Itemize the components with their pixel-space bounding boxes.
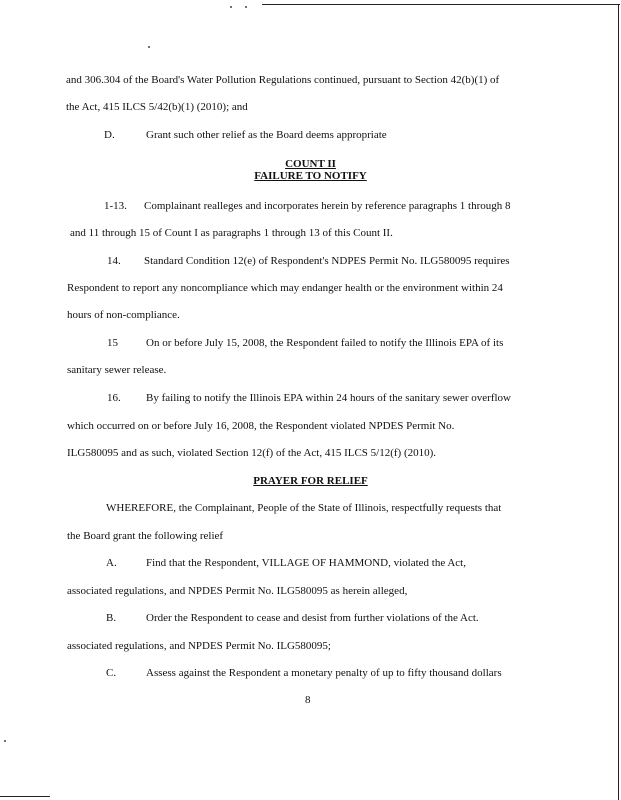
text-line: which occurred on or before July 16, 2008, the Respondent violated NPDES Permit No.	[67, 420, 455, 432]
scan-speck	[148, 46, 150, 48]
paragraph-number: 16.	[107, 392, 121, 404]
scan-speck	[4, 740, 6, 742]
count-heading: COUNT II	[285, 158, 336, 170]
text-line: On or before July 15, 2008, the Respondent failed to notify the Illinois EPA of its	[146, 337, 504, 349]
text-line: Find that the Respondent, VILLAGE OF HAMMOND, violated the Act,	[146, 557, 466, 569]
text-line: associated regulations, and NPDES Permit No. ILG580095 as herein alleged,	[67, 585, 408, 597]
text-line: the Board grant the following relief	[67, 530, 224, 542]
text-line: and 11 through 15 of Count I as paragraphs 1 through 13 of this Count II.	[70, 227, 393, 239]
text-line: Respondent to report any noncompliance which may endanger health or the environment within 24	[67, 282, 503, 294]
paragraph-number: 1-13.	[104, 200, 127, 212]
scan-speck	[245, 6, 247, 8]
text-line: the Act, 415 ILCS 5/42(b)(1) (2010); and	[66, 101, 248, 113]
text-line: sanitary sewer release.	[67, 364, 167, 376]
item-marker: C.	[106, 667, 117, 679]
count-title: FAILURE TO NOTIFY	[254, 170, 367, 182]
text-line: associated regulations, and NPDES Permit No. ILG580095;	[67, 640, 331, 652]
text-line: Assess against the Respondent a monetary penalty of up to fifty thousand dollars	[146, 667, 502, 679]
text-line: Standard Condition 12(e) of Respondent's NDPES Permit No. ILG580095 requires	[144, 255, 510, 267]
item-marker: B.	[106, 612, 117, 624]
item-marker: A.	[106, 557, 117, 569]
text-line: Complainant realleges and incorporates herein by reference paragraphs 1 through 8	[144, 200, 511, 212]
text-line: Order the Respondent to cease and desist from further violations of the Act.	[146, 612, 479, 624]
scan-border-bottom	[0, 796, 50, 797]
prayer-heading: PRAYER FOR RELIEF	[253, 475, 368, 487]
text-line: hours of non-compliance.	[67, 309, 180, 321]
text-line: Grant such other relief as the Board deems appropriate	[146, 129, 387, 141]
item-marker: D.	[104, 129, 115, 141]
text-line: and 306.304 of the Board's Water Pollution Regulations continued, pursuant to Section 42(b)(1) of	[66, 74, 500, 86]
text-line: By failing to notify the Illinois EPA within 24 hours of the sanitary sewer overflow	[146, 392, 511, 404]
paragraph-number: 14.	[107, 255, 121, 267]
text-line: WHEREFORE, the Complainant, People of the State of Illinois, respectfully requests that	[106, 502, 502, 514]
page-number: 8	[305, 694, 311, 706]
scan-border-right	[618, 4, 619, 800]
scan-speck	[230, 6, 232, 8]
scan-border-top	[262, 4, 620, 5]
paragraph-number: 15	[107, 337, 118, 349]
text-line: ILG580095 and as such, violated Section 12(f) of the Act, 415 ILCS 5/12(f) (2010).	[67, 447, 437, 459]
